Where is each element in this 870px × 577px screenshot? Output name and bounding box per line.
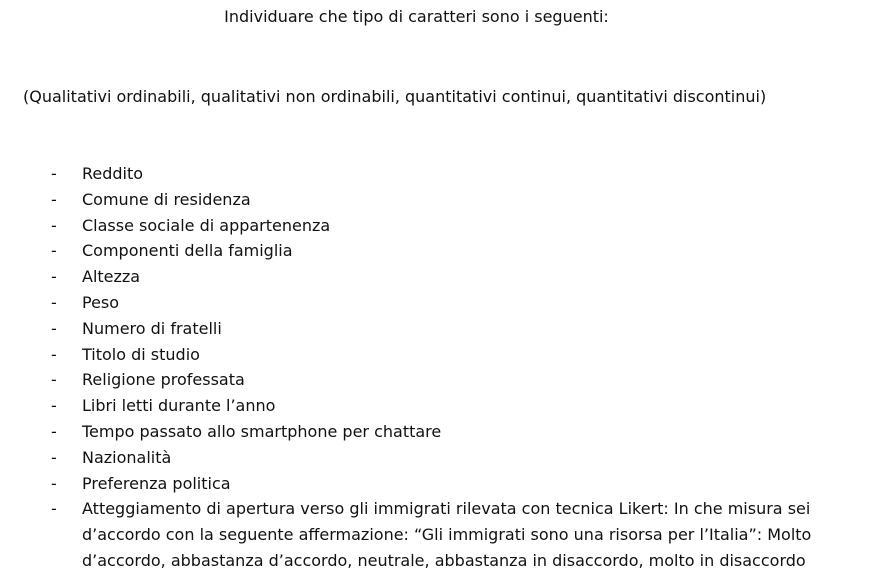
list-item-text: Preferenza politica — [82, 473, 231, 493]
list-item — [0, 213, 870, 239]
list-item — [0, 367, 870, 393]
bullet-dash: - — [51, 164, 57, 183]
list-item-text: Titolo di studio — [82, 344, 200, 364]
bullet-dash: - — [51, 344, 57, 364]
list-item-text: Numero di fratelli — [82, 318, 222, 338]
list-item-text: Classe sociale di appartenenza — [82, 215, 331, 235]
bullet-dash: - — [51, 318, 57, 338]
list-item-text: Peso — [82, 292, 120, 312]
list-item-text: Nazionalità — [82, 447, 172, 467]
bullet-dash: - — [51, 267, 57, 287]
list-item — [0, 342, 870, 368]
bullet-dash: - — [51, 421, 57, 441]
list-item — [0, 238, 870, 264]
list-item-text: Reddito — [82, 164, 144, 183]
list-item — [0, 316, 870, 342]
list-item-text: Componenti della famiglia — [82, 241, 293, 261]
list-item — [0, 445, 870, 471]
list-item — [0, 471, 870, 497]
list-item — [0, 161, 870, 187]
bullet-dash: - — [51, 215, 57, 235]
bullet-dash: - — [51, 473, 57, 493]
categories-note: (Qualitativi ordinabili, qualitativi non ordinabili, quantitativi continui, quantitativi discontinui) — [23, 87, 767, 106]
list-item — [0, 290, 870, 316]
list-item-text: Atteggiamento di apertura verso gli immigrati rilevata con tecnica Likert: In che misura sei d’accordo con la seguente affermazione: “Gli immigrati sono una risorsa per l’Italia”: Molto d’accordo, abbastanza d’accordo, neutrale, abbastanza in disaccordo, molto in disaccordo — [82, 499, 812, 570]
bullet-dash: - — [51, 189, 57, 209]
bullet-dash: - — [51, 447, 57, 467]
bullet-dash: - — [51, 292, 57, 312]
list-item — [0, 264, 870, 290]
list-item-text: Libri letti durante l’anno — [82, 396, 276, 416]
page-title: Individuare che tipo di caratteri sono i seguenti: — [224, 7, 609, 26]
list-item — [0, 187, 870, 213]
bullet-dash: - — [51, 396, 57, 416]
list-item-text: Comune di residenza — [82, 189, 251, 209]
list-item — [0, 496, 870, 573]
list-item — [0, 393, 870, 419]
bullet-dash: - — [51, 370, 57, 390]
list-item-text: Altezza — [82, 267, 141, 287]
bullet-dash: - — [51, 241, 57, 261]
list-item-text: Religione professata — [82, 370, 245, 390]
bullet-dash: - — [51, 499, 57, 519]
list-item — [0, 419, 870, 445]
variables-list — [0, 161, 870, 574]
list-item-text: Tempo passato allo smartphone per chattare — [82, 421, 442, 441]
